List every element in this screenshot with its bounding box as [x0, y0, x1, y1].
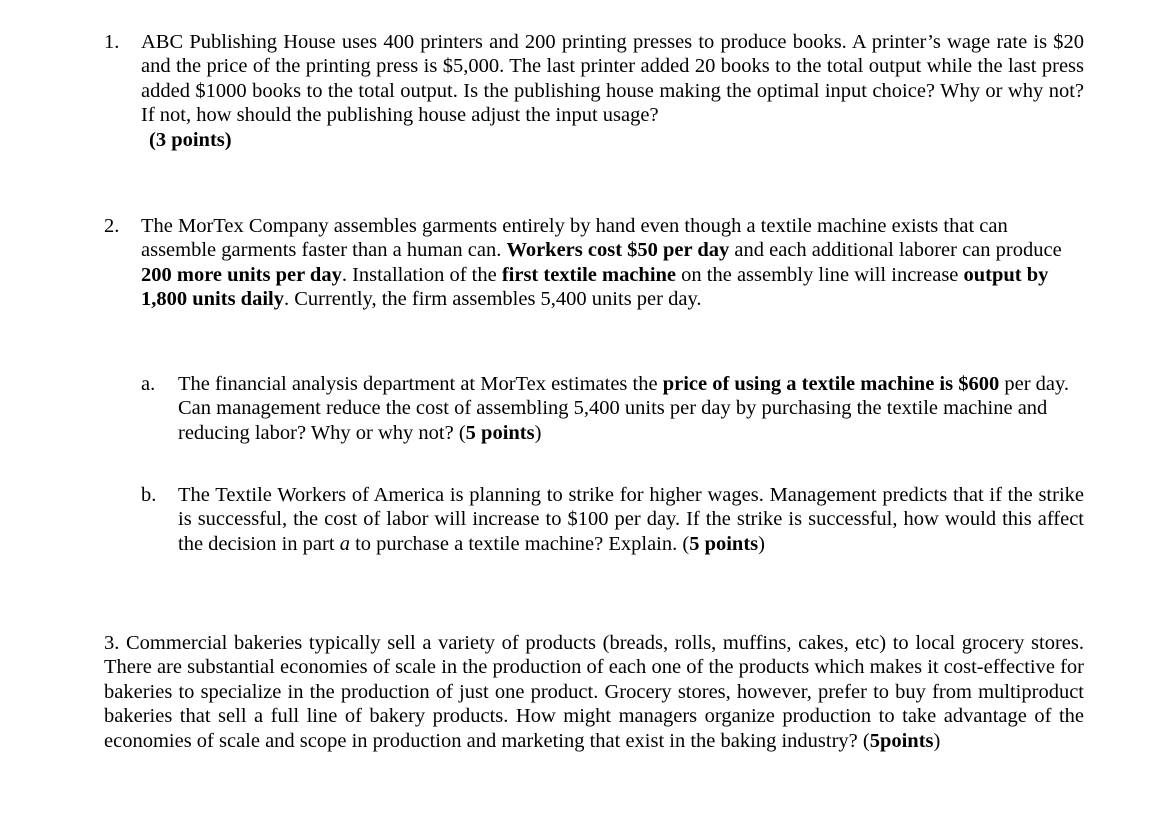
question-2b-body [178, 483, 1084, 556]
question-2-text-4: on the assembly line will increase [676, 263, 964, 286]
question-2-number: 2. [104, 215, 120, 237]
question-3-text-2: ) [933, 729, 941, 752]
question-2-bold-1: Workers cost $50 per day [506, 239, 730, 262]
question-2-text-2: and each additional laborer can produce [729, 239, 1062, 262]
question-1-number: 1. [104, 31, 120, 53]
question-2a-text-2: per day. Can management reduce the cost of assembling 5,400 units per day by purchasing the textile machine and reducing labor? Why or why not? ( [178, 373, 1070, 444]
question-2-bold-4: output by 1,800 units daily [141, 263, 1049, 311]
question-1-text: ABC Publishing House uses 400 printers and 200 printing presses to produce books. A printer’s wage rate is $20 and the price of the printing press is $5,000. The last printer added 20 books to the total output while the last press added $1000 books to the total output. Is the publishing house making the optimal input choice? Why or why not? If not, how should the publishing house adjust the input usage? [141, 31, 1084, 127]
question-2-body [141, 214, 1064, 312]
question-2 [104, 214, 1064, 312]
question-2-text-5: . Currently, the firm assembles 5,400 units per day. [283, 288, 702, 311]
question-2b-italic-part: a [339, 532, 350, 555]
question-2b-text-1: The Textile Workers of America is planning to strike for higher wages. Management predicts that if the strike is successful, the cost of labor will increase to $100 per day. If the strike is successful, how would this affect the decision in part [178, 484, 1084, 555]
question-2b-text-2: to purchase a textile machine? Explain. ( [349, 532, 690, 555]
question-2-bold-3: first textile machine [501, 263, 677, 286]
question-3-text-1: Commercial bakeries typically sell a variety of products (breads, rolls, muffins, cakes, etc) to local grocery stores. There are substantial economies of scale in the production of each one of the products which makes it cost-effective for bakeries to specialize in the production of just one product. Grocery stores, however, prefer to buy from multiproduct bakeries that sell a full line of bakery products. How might managers organize production to take advantage of the economies of scale and scope in production and marketing that exist in the baking industry? ( [104, 632, 1084, 752]
question-2b-text-3: ) [758, 532, 765, 555]
question-2b [141, 483, 1084, 556]
question-1-body [141, 30, 1084, 152]
question-2a-text-1: The financial analysis department at MorTex estimates the [178, 373, 663, 395]
question-2a-body [178, 372, 1081, 445]
question-2-bold-2: 200 more units per day [141, 263, 342, 286]
question-2a-points: 5 points [465, 421, 535, 444]
question-3-points: 5points [869, 729, 934, 752]
question-2a-letter: a. [141, 373, 156, 395]
question-1-points: (3 points) [149, 128, 232, 151]
question-2a [141, 372, 1081, 445]
question-1 [104, 30, 1084, 152]
question-2-text-3: . Installation of the [341, 263, 502, 286]
question-3-number: 3. [104, 632, 120, 654]
question-2a-text-3: ) [534, 421, 542, 444]
question-2a-bold-1: price of using a textile machine is $600 [662, 373, 1000, 395]
question-2b-letter: b. [141, 484, 157, 506]
question-2b-points: 5 points [689, 532, 759, 555]
question-3 [104, 631, 1084, 753]
question-2-text-1: The MorTex Company assembles garments entirely by hand even though a textile machine exists that can assemble garments faster than a human can. [141, 215, 1008, 262]
